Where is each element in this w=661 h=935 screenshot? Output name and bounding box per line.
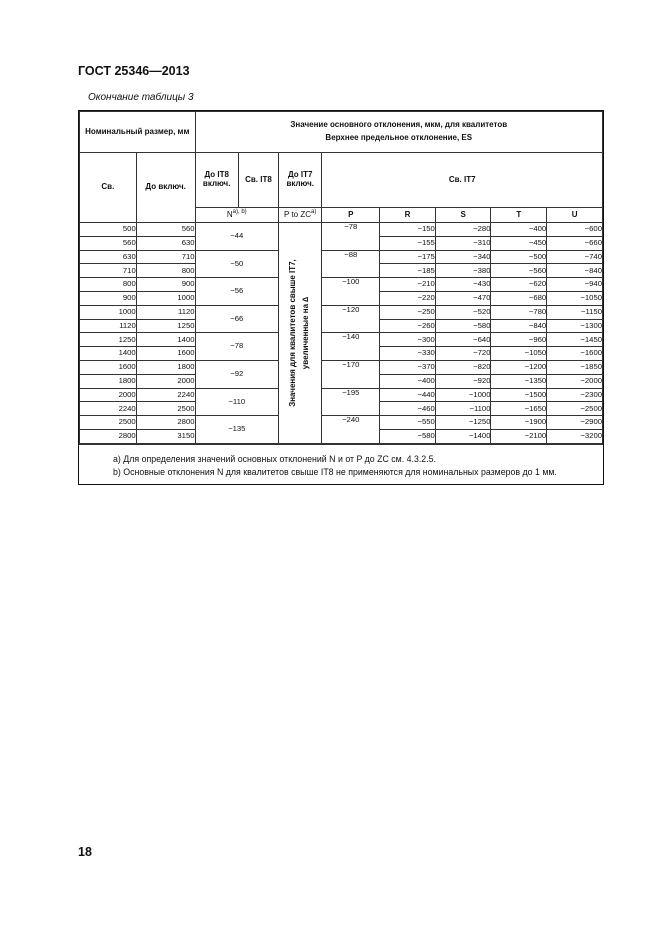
r-value-cell: −400 [380, 374, 436, 388]
u-value-cell: −660 [547, 236, 603, 250]
u-value-cell: −1300 [547, 319, 603, 333]
size-to-cell: 2240 [136, 388, 195, 402]
vertical-label [287, 259, 313, 407]
u-value-cell: −3200 [547, 429, 603, 443]
t-value-cell: −1500 [491, 388, 547, 402]
header-to-it7-incl: До IT7 включ. [279, 153, 322, 208]
p-value-cell: −240 [322, 416, 380, 444]
size-to-cell: 3150 [136, 429, 195, 443]
table-row [80, 388, 603, 402]
size-to-cell: 1000 [136, 291, 195, 305]
table-row [80, 223, 603, 237]
t-value-cell: −400 [491, 223, 547, 237]
r-value-cell: −370 [380, 360, 436, 374]
r-value-cell: −150 [380, 223, 436, 237]
table-notes [79, 444, 603, 485]
n-value-cell: −110 [195, 388, 279, 416]
size-to-cell: 710 [136, 250, 195, 264]
code-n: N [226, 209, 233, 219]
p-value-cell: −78 [322, 223, 380, 251]
p-value-cell: −140 [322, 333, 380, 361]
note-a: a) Для определения значений основных отклонений N и от P до ZC см. 4.3.2.5. [113, 453, 436, 464]
p-value-cell: −100 [322, 278, 380, 306]
table-row [80, 305, 603, 319]
r-value-cell: −460 [380, 402, 436, 416]
vertical-label-cell [279, 223, 322, 444]
deviation-table-frame [78, 110, 604, 485]
table-row [80, 360, 603, 374]
size-over-cell: 1120 [80, 319, 137, 333]
deviation-table [79, 111, 603, 444]
size-over-cell: 2000 [80, 388, 137, 402]
t-value-cell: −2100 [491, 429, 547, 443]
vertical-label-wrap [279, 224, 321, 442]
t-value-cell: −1200 [491, 360, 547, 374]
size-to-cell: 630 [136, 236, 195, 250]
s-value-cell: −1400 [435, 429, 491, 443]
t-value-cell: −620 [491, 278, 547, 292]
size-to-cell: 1120 [136, 305, 195, 319]
r-value-cell: −440 [380, 388, 436, 402]
header-over-it7: Св. IT7 [322, 153, 603, 208]
size-over-cell: 900 [80, 291, 137, 305]
header-main-value [195, 112, 602, 153]
size-over-cell: 2500 [80, 416, 137, 430]
r-value-cell: −330 [380, 347, 436, 361]
t-value-cell: −560 [491, 264, 547, 278]
table-row [80, 250, 603, 264]
size-over-cell: 800 [80, 278, 137, 292]
size-to-cell: 1400 [136, 333, 195, 347]
p-value-cell: −88 [322, 250, 380, 278]
header-over: Св. [80, 153, 137, 223]
u-value-cell: −2500 [547, 402, 603, 416]
col-t-header: T [491, 208, 547, 223]
t-value-cell: −1350 [491, 374, 547, 388]
s-value-cell: −640 [435, 333, 491, 347]
n-value-cell: −56 [195, 278, 279, 306]
s-value-cell: −520 [435, 305, 491, 319]
size-over-cell: 1800 [80, 374, 137, 388]
t-value-cell: −1900 [491, 416, 547, 430]
size-over-cell: 500 [80, 223, 137, 237]
size-to-cell: 900 [136, 278, 195, 292]
u-value-cell: −940 [547, 278, 603, 292]
u-value-cell: −1150 [547, 305, 603, 319]
t-value-cell: −450 [491, 236, 547, 250]
table-row [80, 416, 603, 430]
t-value-cell: −680 [491, 291, 547, 305]
t-value-cell: −780 [491, 305, 547, 319]
code-n-sup: a), b) [232, 208, 247, 215]
u-value-cell: −1050 [547, 291, 603, 305]
note-b: b) Основные отклонения N для квалитетов свыше IT8 не применяются для номинальных размеров до 1 мм. [113, 466, 557, 477]
s-value-cell: −470 [435, 291, 491, 305]
s-value-cell: −340 [435, 250, 491, 264]
table-row [80, 333, 603, 347]
size-over-cell: 560 [80, 236, 137, 250]
r-value-cell: −580 [380, 429, 436, 443]
u-value-cell: −2900 [547, 416, 603, 430]
u-value-cell: −1850 [547, 360, 603, 374]
r-value-cell: −300 [380, 333, 436, 347]
p-value-cell: −170 [322, 360, 380, 388]
p-value-cell: −195 [322, 388, 380, 416]
header-upper-deviation: Верхнее предельное отклонение, ES [325, 133, 473, 142]
n-value-cell: −50 [195, 250, 279, 278]
t-value-cell: −1050 [491, 347, 547, 361]
size-over-cell: 1400 [80, 347, 137, 361]
r-value-cell: −250 [380, 305, 436, 319]
code-p-zc: P to ZC [284, 209, 312, 219]
header-to-it8-incl: До IT8 включ. [195, 153, 238, 208]
document-title: ГОСТ 25346—2013 [78, 64, 190, 78]
u-value-cell: −2000 [547, 374, 603, 388]
n-value-cell: −44 [195, 223, 279, 251]
t-value-cell: −500 [491, 250, 547, 264]
r-value-cell: −185 [380, 264, 436, 278]
u-value-cell: −600 [547, 223, 603, 237]
s-value-cell: −820 [435, 360, 491, 374]
r-value-cell: −260 [380, 319, 436, 333]
r-value-cell: −210 [380, 278, 436, 292]
size-to-cell: 1800 [136, 360, 195, 374]
vertical-label-line-2: увеличенные на ∆ [301, 296, 311, 370]
col-r-header: R [380, 208, 436, 223]
size-to-cell: 2800 [136, 416, 195, 430]
r-value-cell: −175 [380, 250, 436, 264]
t-value-cell: −960 [491, 333, 547, 347]
size-over-cell: 710 [80, 264, 137, 278]
code-n-cell [195, 208, 279, 223]
s-value-cell: −380 [435, 264, 491, 278]
s-value-cell: −720 [435, 347, 491, 361]
t-value-cell: −1650 [491, 402, 547, 416]
r-value-cell: −155 [380, 236, 436, 250]
u-value-cell: −1600 [547, 347, 603, 361]
size-to-cell: 2500 [136, 402, 195, 416]
s-value-cell: −430 [435, 278, 491, 292]
s-value-cell: −1000 [435, 388, 491, 402]
vertical-label-line-1: Значения для квалитетов свыше IT7, [288, 259, 298, 407]
table-body [80, 223, 603, 444]
col-u-header: U [547, 208, 603, 223]
header-main-value-text: Значение основного отклонения, мкм, для квалитетов [290, 120, 508, 130]
s-value-cell: −280 [435, 223, 491, 237]
n-value-cell: −135 [195, 416, 279, 444]
size-over-cell: 2240 [80, 402, 137, 416]
size-over-cell: 2800 [80, 429, 137, 443]
n-value-cell: −66 [195, 305, 279, 333]
size-to-cell: 1250 [136, 319, 195, 333]
s-value-cell: −1100 [435, 402, 491, 416]
s-value-cell: −920 [435, 374, 491, 388]
code-p-zc-cell [279, 208, 322, 223]
header-nominal-size: Номинальный размер, мм [80, 112, 196, 153]
s-value-cell: −580 [435, 319, 491, 333]
size-to-cell: 2000 [136, 374, 195, 388]
r-value-cell: −220 [380, 291, 436, 305]
size-to-cell: 560 [136, 223, 195, 237]
table-caption: Окончание таблицы 3 [88, 92, 194, 103]
s-value-cell: −1250 [435, 416, 491, 430]
size-over-cell: 1250 [80, 333, 137, 347]
u-value-cell: −1450 [547, 333, 603, 347]
page-number: 18 [78, 845, 92, 859]
u-value-cell: −840 [547, 264, 603, 278]
n-value-cell: −78 [195, 333, 279, 361]
p-value-cell: −120 [322, 305, 380, 333]
s-value-cell: −310 [435, 236, 491, 250]
size-over-cell: 630 [80, 250, 137, 264]
n-value-cell: −92 [195, 360, 279, 388]
u-value-cell: −2300 [547, 388, 603, 402]
u-value-cell: −740 [547, 250, 603, 264]
size-to-cell: 800 [136, 264, 195, 278]
col-p-header: P [322, 208, 380, 223]
header-over-it8: Св. IT8 [238, 153, 278, 208]
size-to-cell: 1600 [136, 347, 195, 361]
t-value-cell: −840 [491, 319, 547, 333]
code-p-zc-sup: a) [311, 208, 317, 215]
col-s-header: S [435, 208, 491, 223]
r-value-cell: −550 [380, 416, 436, 430]
size-over-cell: 1000 [80, 305, 137, 319]
header-to-incl: До включ. [136, 153, 195, 223]
size-over-cell: 1600 [80, 360, 137, 374]
table-row [80, 278, 603, 292]
